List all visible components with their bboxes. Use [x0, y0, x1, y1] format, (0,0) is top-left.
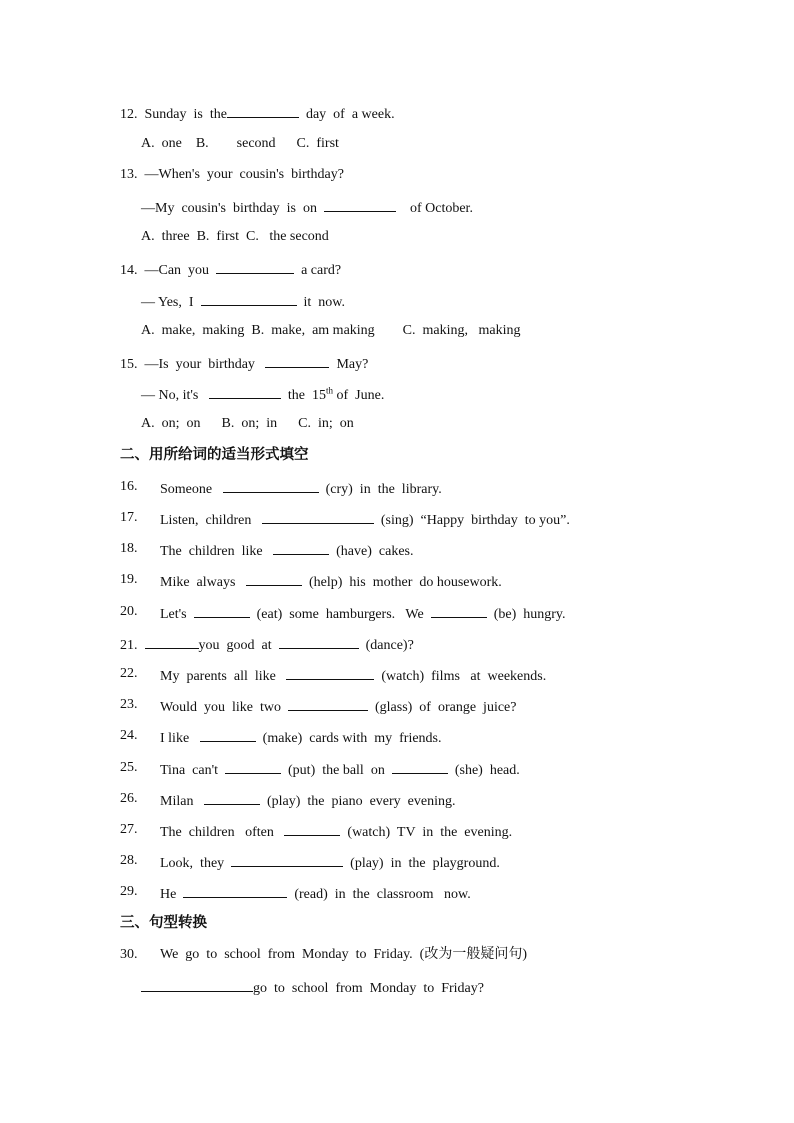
- answer-blank[interactable]: [223, 478, 319, 493]
- section-2-heading: 二、用所给词的适当形式填空: [120, 447, 309, 463]
- question-14: 14. —Can you a card?: [120, 259, 341, 280]
- answer-blank[interactable]: [209, 384, 281, 399]
- section-3-heading: 三、句型转换: [120, 915, 207, 931]
- question-26: 26. Milan (play) the piano every evening.: [120, 791, 456, 809]
- question-25: 25. Tina can't (put) the ball on (she) head.: [120, 760, 520, 778]
- answer-blank[interactable]: [194, 603, 250, 618]
- question-30-answer-line: go to school from Monday to Friday?: [141, 977, 484, 998]
- answer-blank[interactable]: [286, 665, 374, 680]
- answer-blank[interactable]: [204, 790, 260, 805]
- answer-blank[interactable]: [431, 603, 487, 618]
- question-16: 16. Someone (cry) in the library.: [120, 479, 442, 497]
- answer-blank[interactable]: [231, 852, 343, 867]
- question-15-options: A. on; on B. on; in C. in; on: [141, 416, 354, 431]
- question-14-options: A. make, making B. make, am making C. making, making: [141, 323, 521, 338]
- answer-blank[interactable]: [246, 571, 302, 586]
- answer-blank[interactable]: [183, 883, 287, 898]
- question-19: 19. Mike always (help) his mother do housework.: [120, 572, 502, 590]
- question-15: 15. —Is your birthday May?: [120, 353, 368, 374]
- question-24: 24. I like (make) cards with my friends.: [120, 728, 442, 746]
- question-12: 12. Sunday is the day of a week.: [120, 103, 395, 124]
- answer-blank[interactable]: [262, 509, 374, 524]
- question-17: 17. Listen, children (sing) “Happy birthday to you”.: [120, 510, 570, 528]
- question-14-answer-line: — Yes, I it now.: [141, 291, 345, 312]
- question-21: 21. you good at (dance)?: [120, 634, 414, 655]
- answer-blank[interactable]: [201, 291, 297, 306]
- question-18: 18. The children like (have) cakes.: [120, 541, 414, 559]
- answer-blank[interactable]: [279, 634, 359, 649]
- question-23: 23. Would you like two (glass) of orange juice?: [120, 697, 517, 715]
- answer-blank[interactable]: [273, 540, 329, 555]
- answer-blank[interactable]: [200, 727, 256, 742]
- answer-blank[interactable]: [141, 977, 253, 992]
- question-28: 28. Look, they (play) in the playground.: [120, 853, 500, 871]
- question-15-answer-line: — No, it's the 15th of June.: [141, 385, 385, 403]
- answer-blank[interactable]: [288, 696, 368, 711]
- question-29: 29. He (read) in the classroom now.: [120, 884, 471, 902]
- answer-blank[interactable]: [225, 759, 281, 774]
- question-30: 30. We go to school from Monday to Friday. (改为一般疑问句): [120, 947, 527, 962]
- question-13-options: A. three B. first C. the second: [141, 229, 329, 244]
- question-13: 13. —When's your cousin's birthday?: [120, 167, 344, 182]
- answer-blank[interactable]: [227, 103, 299, 118]
- question-12-options: A. one B. second C. first: [141, 136, 339, 151]
- question-27: 27. The children often (watch) TV in the evening.: [120, 822, 513, 840]
- question-13-answer-line: —My cousin's birthday is on of October.: [141, 197, 473, 218]
- question-20: 20. Let's (eat) some hamburgers. We (be) hungry.: [120, 604, 566, 622]
- answer-blank[interactable]: [392, 759, 448, 774]
- answer-blank[interactable]: [284, 821, 340, 836]
- answer-blank[interactable]: [216, 259, 294, 274]
- question-22: 22. My parents all like (watch) films at weekends.: [120, 666, 547, 684]
- answer-blank[interactable]: [145, 634, 199, 649]
- answer-blank[interactable]: [265, 353, 329, 368]
- answer-blank[interactable]: [324, 197, 396, 212]
